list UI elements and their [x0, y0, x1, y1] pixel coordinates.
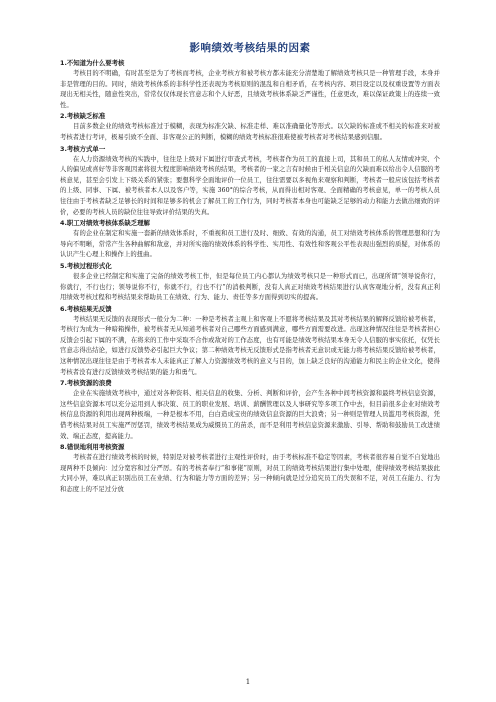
section-body: 有的企业在制定和实施一套新的绩效体系时，不重视和员工进行及时、细致、有效的沟通，员工对绩效考核体系的管理思想和行为导向不明晰，常常产生各种曲解和敌意，并对所实施的绩效体系的科学性、实用性、有效性和客观公平性表现出强烈的质疑，对体系的认识产生心理上和操作上的扭曲。: [60, 230, 440, 259]
section-heading: 3.考核方式单一: [60, 144, 106, 153]
section-body: 企业在实施绩效考核中，通过对各种资料、相关信息的收集、分析、判断和评价，会产生各种中间考核资源和最终考核信息资源，这些信息资源本可以充分运用到人事决策、员工的职业发展、培训、薪酬管理以及人事研究等多项工作中去，但目前很多企业对绩效考核信息资源的利用出现两种极端，一种是根本不用，白白造成宝贵的绩效信息资源的巨大浪费；另一种则是管理人员滥用考核资源，凭借考核结果对员工实施严厉惩罚，绩效考核结果成为威慑员工的苗杀，而不是利用考核信息资源来激励、引导、帮助和鼓励员工改进绩效、端正态度，提高能力。: [60, 390, 440, 440]
section-body: 考核结果无反馈的表现形式一般分为二种：一种是考核者主观上和客观上不愿将考核结果及其对考核结果的解释反馈给被考核者，考核行为成为一种暗箱操作，被考核者无从知道考核者对自己哪些方面感到满意，哪些方面需要改进。出现这种情况往往是考核者担心反馈会引起下属的不满，在将来的工作中采取不合作或敌对的工作态度，也有可能是绩效考核结果本身无令人信服的事实依托，仅凭长官意志得出结论，如进行反馈势必引起巨大争议；第二种绩效考核无反馈形式是指考核者无意识或无能力将考核结果反馈给被考核者，这种情况出现往往是由于考核者本人未能真正了解人力资源绩效考核的意义与目的，加上缺乏良好的沟通能力和民主的企业文化，使得考核者没有进行反馈绩效考核结果的能力和勇气。: [60, 315, 440, 376]
section-body: 考核目的不明确，有时甚至是为了考核而考核，企业考核方和被考核方都未能充分清楚地了解绩效考核只是一种管理手段，本身并非是管理的目的。同时，绩效考核体系的非科学性还表现为考核原则的混乱和自相矛盾，在考核内容、项目设定以及权重设置等方面表现出无相关性，随意性突出，常常仅仅体现长官意志和个人好恶，且绩效考核体系缺乏严谨性，任意更改，难以保证政策上的连续一致性。: [60, 70, 440, 109]
section-heading: 8.错误地利用考核资源: [60, 443, 125, 452]
section-body: 在人力资源绩效考核的实践中，往往是上级对下属进行审查式考核，考核者作为员工的直接上司，其和员工的私人友情或冲突、个人的偏见或喜好等非客观因素将很大程度影响绩效考核的结果，考核者的一家之言有时候由于相关信息的欠缺而难以给出令人信服的考核意见，甚至会引发上下级关系的紧张；要想科学全面地评价一位员工，往往需要以多视角来观察和判断，考核者一般应该包括考核者的上级、同事、下属、被考核者本人以及客户等，实施 360°的综合考核，从而得出相对客观、全面精确的考核意见，单一的考核人员往往由于考核者缺乏足够长的时间和足够多的机会了解员工的工作行为，同时考核者本身也可能缺乏足够的动力和能力去做出细致的评价，必要的考核人员的缺位往往导致评价结果的失真。: [60, 155, 440, 216]
section-heading: 6.考核结果无反馈: [60, 304, 112, 313]
section-heading: 5.考核过程形式化: [60, 261, 112, 270]
section-body: 考核者在进行绩效考核的时候，特别是对被考核者进行主观性评价时，由于考核标准不稳定等因素，考核者很容易自觉不自觉地出现两种不良倾向：过分宽容和过分严厉。有的考核者奉行“和事佬”原则，对员工的绩效考核结果进行集中处理，使得绩效考核结果拔此大同小异，难以真正识别出员工在业绩、行为和能力等方面的差异；另一种倾向就是过分追究员工的失误和不足，对员工在能力、行为和态度上的不足过分放: [60, 454, 440, 493]
section-body: 目前多数企业的绩效考核标准过于模糊，表现为标准欠缺、标准走样、难以准确量化等形式。以欠缺的标准或不相关的标准来对被考核者进行考评，极易引致不全面、非客观公正的判断，模糊的绩效考核标准很难使被考核者对考核结果感到信服。: [60, 123, 440, 141]
document-page: [60, 40, 440, 496]
section-heading: 2.考核缺乏标准: [60, 112, 106, 121]
page-number: 1: [245, 678, 251, 686]
section-heading: 7.考核资源的浪费: [60, 379, 112, 388]
section-heading: 1.不知道为什么要考核: [60, 59, 125, 67]
section-body: 很多企业已经制定和实施了完备的绩效考核工作，但是每位员工内心都认为绩效考核只是一种形式而已，出现所谓“领导说你行，你就行，不行也行；领导说你不行，你就不行，行也不行”的消极判断，没有人真正对绩效考核结果进行认真客观地分析，没有真正利用绩效考核过程和考核结果来帮助员工在绩效、行为、能力、责任等多方面得到切实的提高。: [60, 272, 440, 302]
section-heading: 4.职工对绩效考核体系缺乏理解: [60, 219, 150, 228]
document-title: 影响绩效考核结果的因素: [189, 42, 311, 54]
